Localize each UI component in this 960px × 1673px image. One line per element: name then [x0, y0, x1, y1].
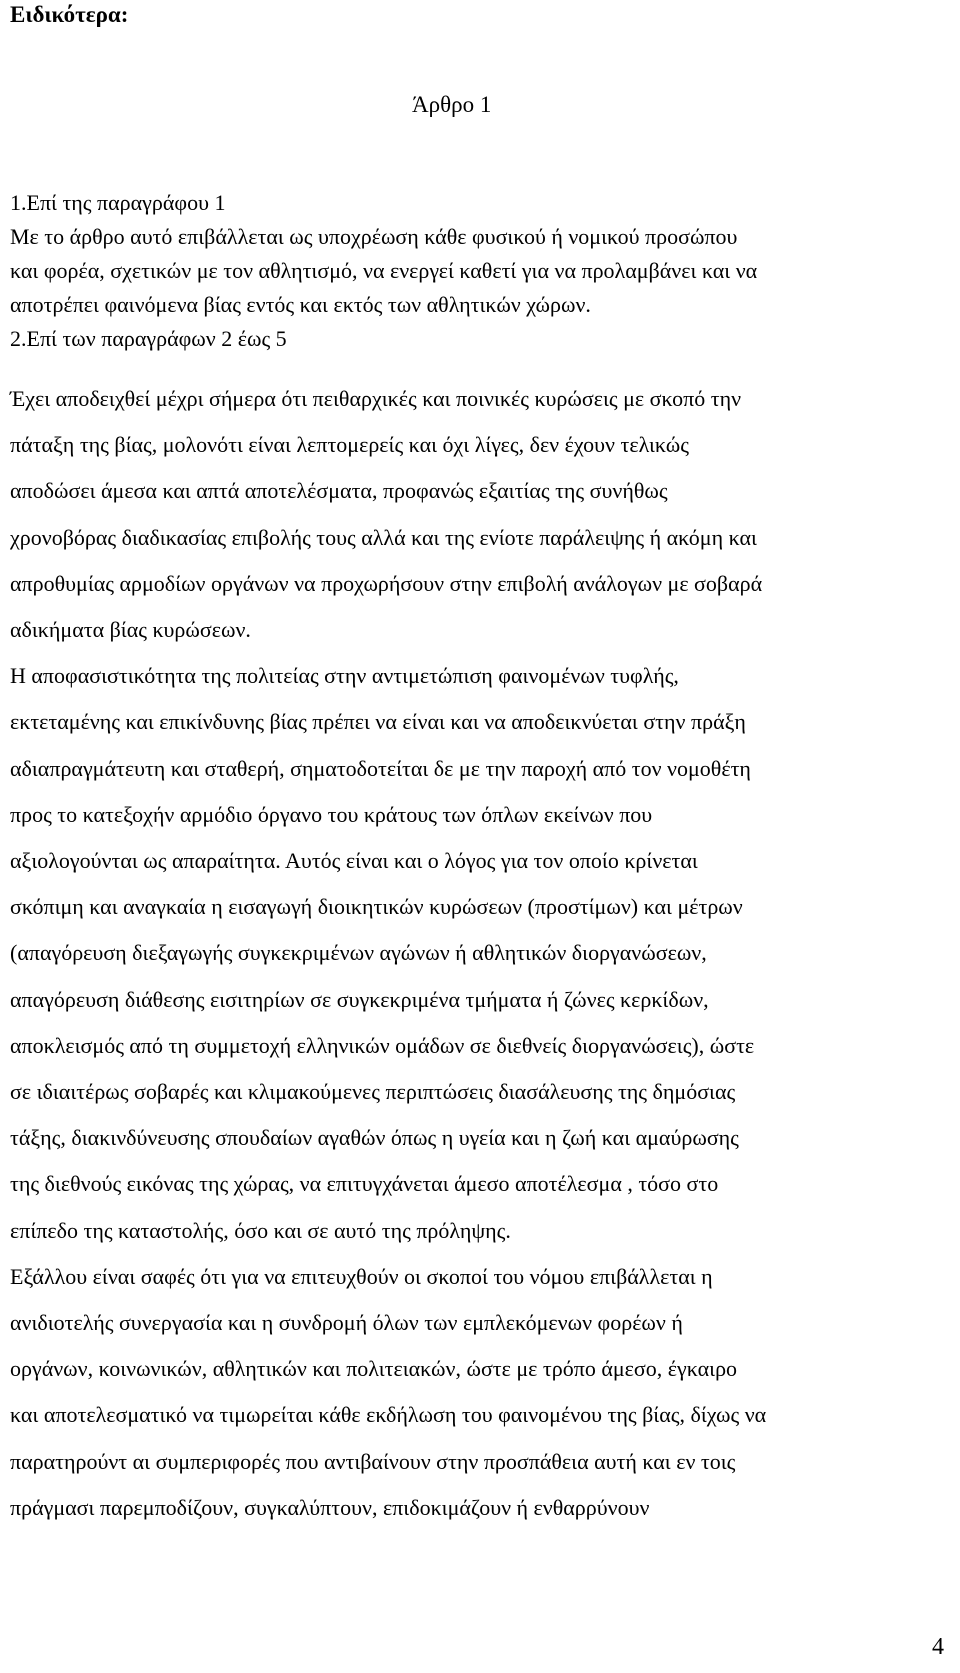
text-line: και φορέα, σχετικών με τον αθλητισμό, να ενεργεί καθετί για να προλαμβάνει και να: [10, 258, 758, 283]
text-line: της διεθνούς εικόνας της χώρας, να επιτυγχάνεται άμεσο αποτέλεσμα , τόσο στο: [10, 1171, 719, 1197]
text-line: αδιαπραγμάτευτη και σταθερή, σηματοδοτείται δε με την παροχή από τον νομοθέτη: [10, 755, 751, 781]
paragraph-block-1: [10, 186, 945, 356]
text-line: 1.Επί της παραγράφου 1: [10, 190, 226, 215]
text-line: ανιδιοτελής συνεργασία και η συνδρομή όλων των εμπλεκόμενων φορέων ή: [10, 1310, 683, 1336]
text-line: απαγόρευση διάθεσης εισιτηρίων σε συγκεκριμένα τμήματα ή ζώνες κερκίδων,: [10, 986, 709, 1012]
section-heading: Ειδικότερα:: [10, 2, 129, 27]
text-line: σε ιδιαιτέρως σοβαρές και κλιμακούμενες περιπτώσεις διασάλευσης της δημόσιας: [10, 1079, 736, 1105]
text-line: και αποτελεσματικό να τιμωρείται κάθε εκδήλωση του φαινομένου της βίας, δίχως να: [10, 1402, 767, 1428]
text-line: παρατηρούντ αι συμπεριφορές που αντιβαίνουν στην προσπάθεια αυτή και εν τοις: [10, 1448, 736, 1474]
text-line: σκόπιμη και αναγκαία η εισαγωγή διοικητικών κυρώσεων (προστίμων) και μέτρων: [10, 894, 743, 920]
text-line: αξιολογούνται ως απαραίτητα. Αυτός είναι και ο λόγος για τον οποίο κρίνεται: [10, 848, 698, 874]
text-line: αποτρέπει φαινόμενα βίας εντός και εκτός των αθλητικών χώρων.: [10, 292, 591, 317]
text-line: πάταξη της βίας, μολονότι είναι λεπτομερείς και όχι λίγες, δεν έχουν τελικώς: [10, 432, 689, 458]
text-line: χρονοβόρας διαδικασίας επιβολής τους αλλά και της ενίοτε παράλειψης ή ακόμη και: [10, 524, 757, 550]
page-number: 4: [932, 1634, 944, 1660]
text-line: Η αποφασιστικότητα της πολιτείας στην αντιμετώπιση φαινομένων τυφλής,: [10, 663, 679, 689]
text-line: εκτεταμένης και επικίνδυνης βίας πρέπει να είναι και να αποδεικνύεται στην πράξη: [10, 709, 746, 735]
article-title: Άρθρο 1: [412, 92, 492, 117]
text-line: Εξάλλου είναι σαφές ότι για να επιτευχθούν οι σκοποί του νόμου επιβάλλεται η: [10, 1263, 713, 1289]
text-line: επίπεδο της καταστολής, όσο και σε αυτό της πρόληψης.: [10, 1217, 511, 1243]
paragraph-block-2: [10, 376, 945, 1531]
text-line: αδικήματα βίας κυρώσεων.: [10, 617, 251, 643]
text-line: πράγμασι παρεμποδίζουν, συγκαλύπτουν, επιδοκιμάζουν ή ενθαρρύνουν: [10, 1494, 650, 1520]
text-line: απροθυμίας αρμοδίων οργάνων να προχωρήσουν στην επιβολή ανάλογων με σοβαρά: [10, 570, 763, 596]
text-line: αποδώσει άμεσα και απτά αποτελέσματα, προφανώς εξαιτίας της συνήθως: [10, 478, 668, 504]
text-line: Έχει αποδειχθεί μέχρι σήμερα ότι πειθαρχικές και ποινικές κυρώσεις με σκοπό την: [10, 386, 742, 411]
text-line: οργάνων, κοινωνικών, αθλητικών και πολιτειακών, ώστε με τρόπο άμεσο, έγκαιρο: [10, 1356, 738, 1382]
text-line: Με το άρθρο αυτό επιβάλλεται ως υποχρέωση κάθε φυσικού ή νομικού προσώπου: [10, 224, 738, 249]
text-line: αποκλεισμός από τη συμμετοχή ελληνικών ομάδων σε διεθνείς διοργανώσεις), ώστε: [10, 1032, 755, 1058]
text-line: προς το κατεξοχήν αρμόδιο όργανο του κράτους των όπλων εκείνων που: [10, 801, 653, 827]
text-line: 2.Επί των παραγράφων 2 έως 5: [10, 326, 287, 351]
text-line: (απαγόρευση διεξαγωγής συγκεκριμένων αγώνων ή αθλητικών διοργανώσεων,: [10, 940, 707, 966]
text-line: τάξης, διακινδύνευσης σπουδαίων αγαθών όπως η υγεία και η ζωή και αμαύρωσης: [10, 1125, 739, 1151]
